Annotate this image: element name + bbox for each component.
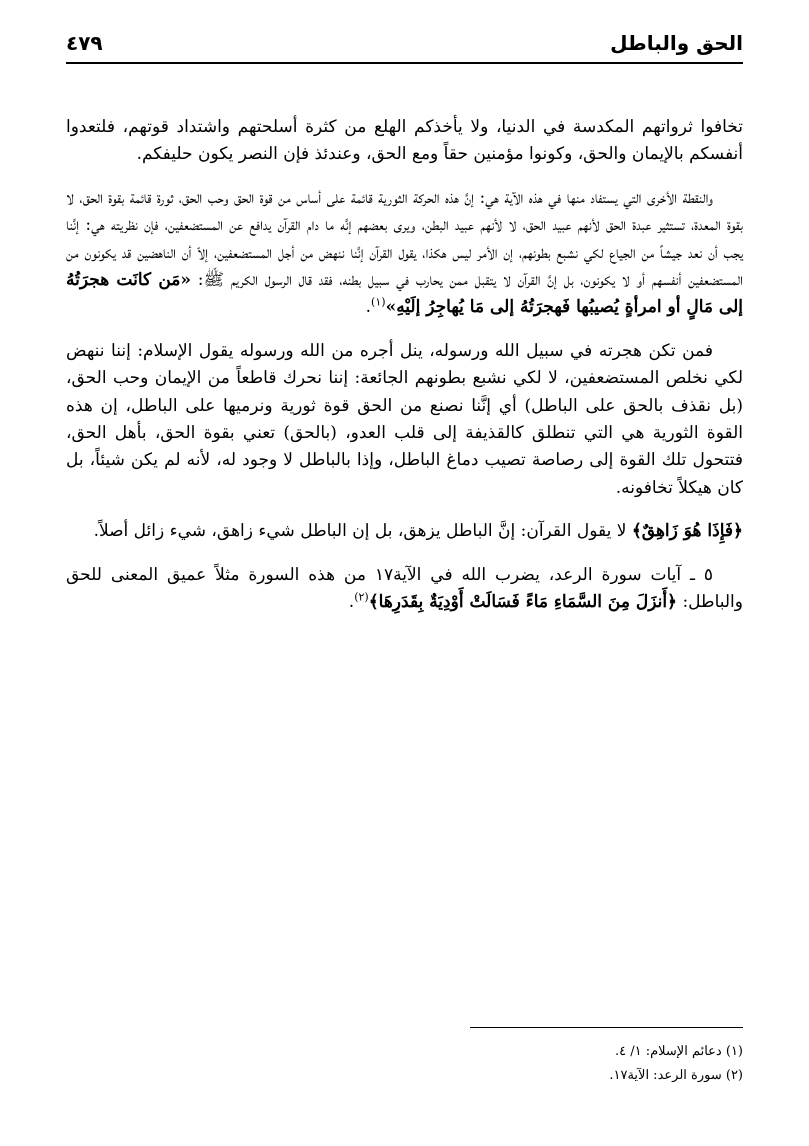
hadith-quote: «مَن كانَت هجرَتُهُ إلى مَالٍ أو امرأةٍ يُصيبُها فَهجرَتُهُ إلى مَا يُهاجِرُ إلَيْهِ» <box>66 270 743 318</box>
header-rule <box>66 62 743 64</box>
footnote-ref-2: (٢) <box>354 590 369 604</box>
paragraph-1 <box>66 114 743 169</box>
footnote-1: (١) دعائم الإسلام: ١/ ٤. <box>614 1044 743 1059</box>
paragraph-4 <box>66 518 743 545</box>
paragraph-4-text: لا يقول القرآن: إنَّ الباطل يزهق، بل إن الباطل شيء زاهق، شيء زائل أصلاً. <box>93 521 627 542</box>
paragraph-2 <box>66 185 743 322</box>
footnote-ref-1: (١) <box>371 295 386 309</box>
paragraph-2-text: والنقطة الأخرى التي يستفاد منها في هذه الآية هي: إنَّ هذه الحركة الثورية قائمة على أساس من قوة الحق وحب الحق، ثورة قائمة بقوة الحق، لا بقوة المعدة، تستثير عبدة الحق لأنهم عبيد الحق، لا لأنهم عبيد البطن، ويرى بعضهم إنَّه ما دام القرآن يدافع عن المستضعفين، فإن نظريته هي: إنَّنا يجب أن نعد جيشاً من الجياع لكي نشبع بطونهم، إن الأمر ليس هكذا، يقول القرآن إنَّنا ننهض من أجل المستضعفين، إلاّ أن الناهضين قد يكونون من المستضعفين أنفسهم أو لا يكونون، بل إنَّ القرآن لا يتقبل ممن يحارب في سبيل بطنه، فقد قال الرسول الكريم ﷺ: <box>66 187 743 291</box>
footnote-rule <box>470 1027 743 1028</box>
paragraph-2-end: . <box>365 297 372 318</box>
footnotes <box>66 1040 743 1088</box>
footnote-2: (٢) سورة الرعد: الآية١٧. <box>609 1068 743 1083</box>
book-page <box>66 22 743 1122</box>
paragraph-1-text: تخافوا ثرواتهم المكدسة في الدنيا، ولا يأخذكم الهلع من كثرة أسلحتهم واشتداد قوتهم، فلتعدوا أنفسكم بالإيمان والحق، وكونوا مؤمنين حقاً ومع الحق، وعندئذ فإن النصر يكون حليفكم. <box>66 117 743 165</box>
quran-quote: ﴿فَإِذَا هُوَ زَاهِقٌ﴾ <box>631 521 743 542</box>
body-text <box>66 114 743 617</box>
paragraph-5 <box>66 562 743 617</box>
running-title: الحق والباطل <box>610 31 743 55</box>
page-number: ٤٧٩ <box>66 31 103 55</box>
page-header <box>66 28 743 58</box>
paragraph-5-text: ٥ ـ آيات سورة الرعد، يضرب الله في الآية١٧ من هذه السورة مثلاً عميق المعنى للحق والباطل: <box>66 564 743 613</box>
paragraph-5-end: . <box>348 592 355 613</box>
quran-quote: ﴿أَنزَلَ مِنَ السَّمَاءِ مَاءً فَسَالَتْ أَوْدِيَةٌ بِقَدَرِهَا﴾ <box>368 592 678 613</box>
paragraph-3 <box>66 338 743 502</box>
paragraph-3-text: فمن تكن هجرته في سبيل الله ورسوله، ينل أجره من الله ورسوله يقول الإسلام: إننا ننهض لكي نخلص المستضعفين، لا لكي نشبع بطونهم الجائعة: إننا نحرك قاطعاً من الإيمان وحب الحق، (بل نقذف بالحق على الباطل) أي إنَّنا نصنع من الحق قوة ثورية ونرميها على الباطل، إن هذه القوة الثورية هي التي تنطلق كالقذيفة إلى قلب العدو، (بالحق) تعني بقوة الحق، بأهل الحق، فتتحول تلك القوة إلى رصاصة تصيب دماغ الباطل، وإذا بالباطل لا وجود له، لأنه لم يكن شيئاً، بل كان هيكلاً تخافونه. <box>66 340 743 498</box>
